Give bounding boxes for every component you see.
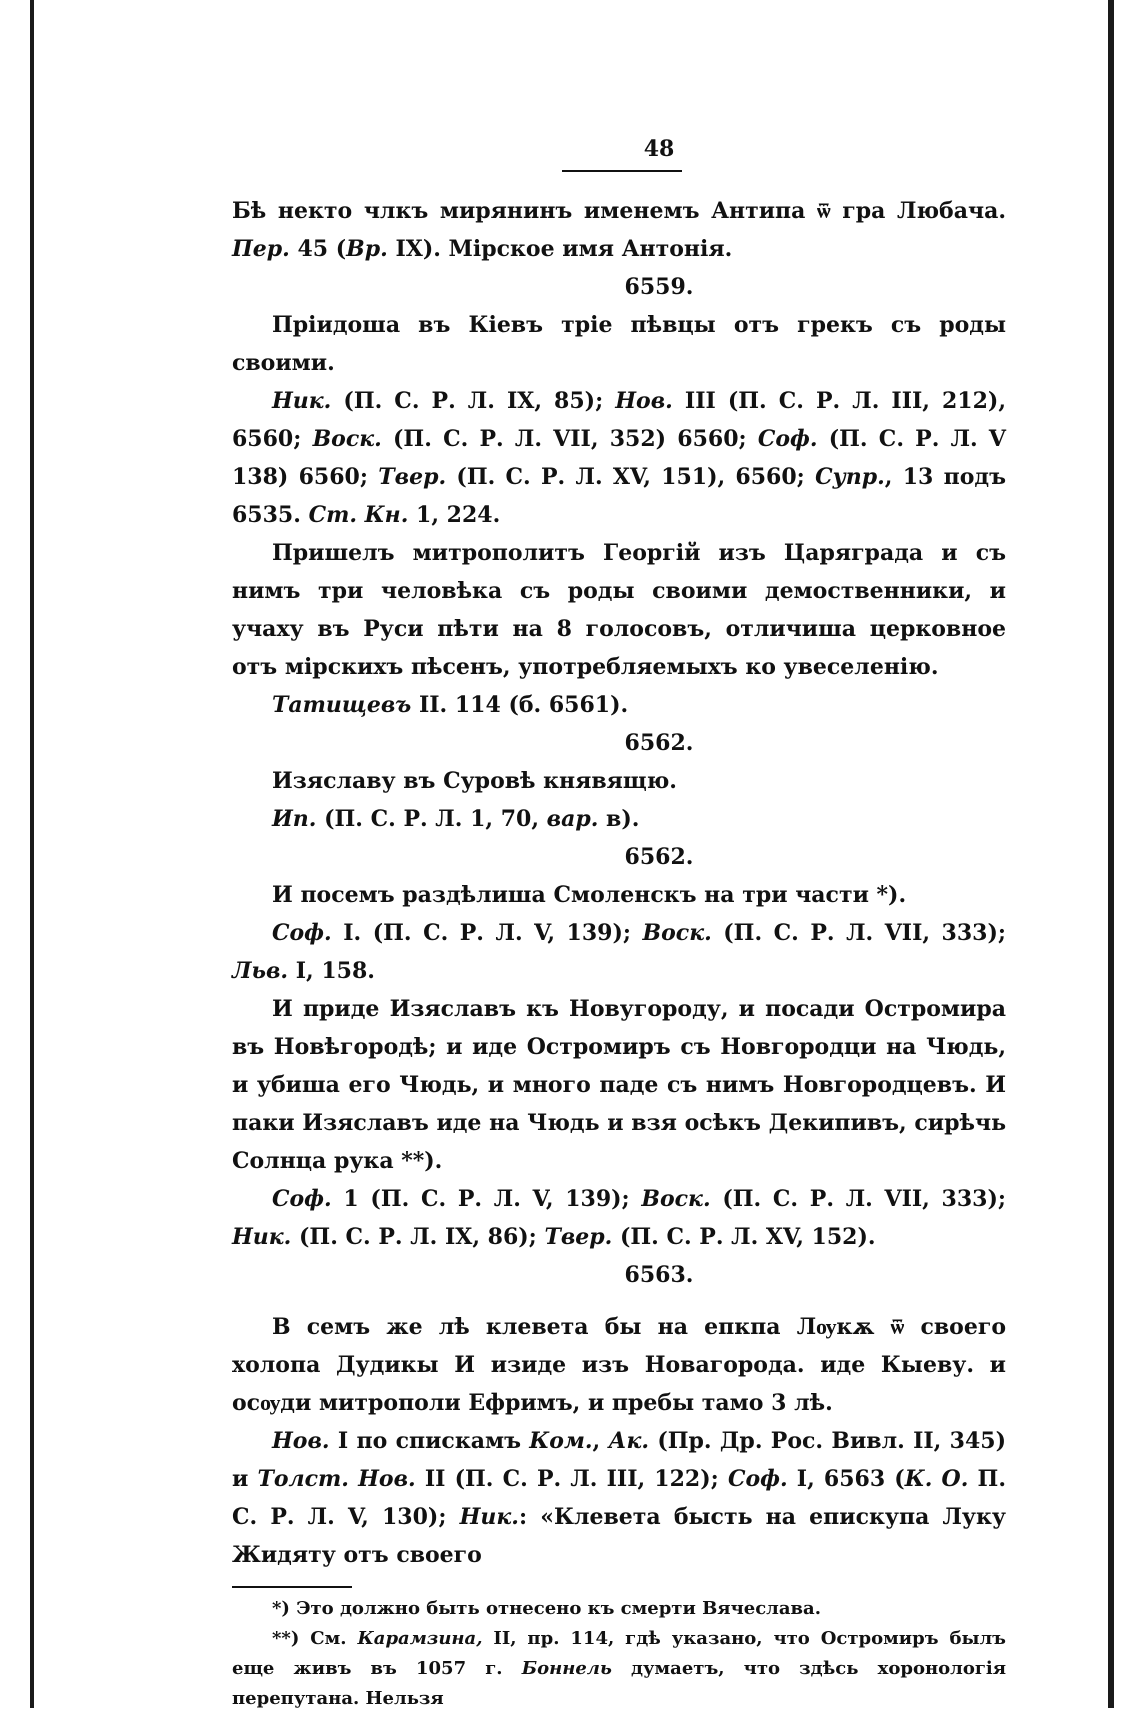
text-run: 6559. [624, 274, 694, 300]
text-run: 6562. [624, 844, 694, 870]
source-abbreviation: Толст. Нов. [257, 1466, 416, 1492]
source-abbreviation: Боннель [521, 1658, 612, 1679]
text-run: (П. С. Р. Л. VII, 333); [710, 1186, 1006, 1212]
text-run: *) Это должно быть отнесено къ смерти Вячеслава. [272, 1598, 821, 1619]
left-page-edge [30, 0, 34, 1708]
source-abbreviation: Ник. [459, 1504, 519, 1530]
year-heading [312, 1256, 1006, 1294]
source-abbreviation: Соф. [757, 426, 818, 452]
text-run: (Пр. Др. Рос. Вивл. II, 345) и [232, 1428, 1006, 1492]
source-abbreviation: Ком. [529, 1428, 593, 1454]
source-abbreviation: Пер. [232, 236, 290, 262]
text-run: (П. С. Р. Л. 1, 70, [316, 806, 547, 832]
year-heading [312, 268, 1006, 306]
source-abbreviation: Ип. [272, 806, 317, 832]
source-abbreviation: Нов. [272, 1428, 330, 1454]
source-abbreviation: Воск. [642, 920, 712, 946]
source-abbreviation: Соф. [727, 1466, 788, 1492]
text-run: II (П. С. Р. Л. III, 122); [415, 1466, 728, 1492]
paragraph [232, 762, 1006, 800]
paragraph [232, 192, 1006, 268]
text-run: 1, 224. [408, 502, 501, 528]
text-run: **) См. [272, 1628, 358, 1649]
text-run: думаетъ, что здѣсь хоронологія перепутана. Нельзя [232, 1658, 1007, 1709]
text-run: И посемъ раздѣлиша Смоленскъ на три части *). [272, 882, 907, 908]
source-abbreviation: Воск. [312, 426, 382, 452]
right-page-edge [1108, 0, 1114, 1708]
paragraph [232, 876, 1006, 914]
year-heading [312, 724, 1006, 762]
text-run: Бѣ некто члкъ мирянинъ именемъ Антипа ѿ гра Любача. [232, 198, 1006, 224]
paragraph [232, 1180, 1006, 1256]
source-abbreviation: Ст. Кн. [308, 502, 409, 528]
text-run: II, пр. 114, гдѣ указано, что Остромиръ былъ еще живъ въ 1057 г. [232, 1628, 1006, 1679]
text-run: Изяславу въ Суровѣ княвящю. [272, 768, 677, 794]
source-abbreviation: Соф. [272, 1186, 332, 1212]
text-run: , 13 подъ 6535. [232, 464, 1006, 528]
text-run: (П. С. Р. Л. IX, 86); [291, 1224, 545, 1250]
paragraph [232, 1422, 1006, 1574]
text-run: 6562. [624, 730, 694, 756]
footnote [232, 1624, 1006, 1714]
text-run: (П. С. Р. Л. V 138) 6560; [232, 426, 1006, 490]
text-run: в). [598, 806, 640, 832]
text-run: (П. С. Р. Л. XV, 152). [612, 1224, 876, 1250]
text-run: II. 114 (б. 6561). [411, 692, 629, 718]
source-abbreviation: вар. [546, 806, 599, 832]
paragraph [232, 800, 1006, 838]
source-abbreviation: К. О. [904, 1466, 969, 1492]
text-run: (П. С. Р. Л. VII, 352) 6560; [381, 426, 758, 452]
text-run: Пришелъ митрополитъ Георгій изъ Царяграда и съ нимъ три человѣка съ роды своими демоственники, и учаху въ Руси пѣти на 8 голосовъ, отличиша церковное отъ мірскихъ пѣсенъ, употребляемыхъ ко увеселенію. [232, 540, 1006, 680]
text-run: IX). Мірское имя Антонія. [387, 236, 733, 262]
text-run: (П. С. Р. Л. XV, 151), 6560; [446, 464, 816, 490]
source-abbreviation: Татищевъ [272, 692, 412, 718]
paragraph [232, 306, 1006, 382]
footnotes [232, 1594, 1006, 1714]
text-run: Пріидоша въ Кіевъ тріе пѣвцы отъ грекъ съ роды своими. [232, 312, 1006, 376]
source-abbreviation: Карамзина, [357, 1628, 483, 1649]
source-abbreviation: Ак. [608, 1428, 649, 1454]
source-abbreviation: Соф. [272, 920, 332, 946]
source-abbreviation: Льв. [232, 958, 289, 984]
document-page [232, 130, 1006, 1714]
text-run: : «Клевета бысть на епискупа Луку Жидяту отъ своего [232, 1504, 1006, 1568]
footnote-rule [232, 1586, 352, 1588]
paragraph [232, 382, 1006, 534]
year-heading [312, 838, 1006, 876]
header-rule [562, 170, 682, 172]
text-run: 45 ( [289, 236, 347, 262]
text-run: III (П. С. Р. Л. III, 212), 6560; [232, 388, 1006, 452]
text-run: I. (П. С. Р. Л. V, 139); [331, 920, 643, 946]
text-run: I, 6563 ( [787, 1466, 905, 1492]
source-abbreviation: Ник. [272, 388, 332, 414]
footnote [232, 1594, 1006, 1624]
source-abbreviation: Воск. [641, 1186, 711, 1212]
text-run: (П. С. Р. Л. IX, 85); [331, 388, 616, 414]
text-run: П. С. Р. Л. V, 130); [232, 1466, 1006, 1530]
body-text [232, 192, 1006, 1574]
text-run: , [592, 1428, 609, 1454]
paragraph [232, 686, 1006, 724]
source-abbreviation: Супр. [815, 464, 885, 490]
text-run: 1 (П. С. Р. Л. V, 139); [331, 1186, 642, 1212]
text-run: I, 158. [288, 958, 375, 984]
paragraph [232, 914, 1006, 990]
text-run: 6563. [624, 1262, 694, 1288]
text-run: В семъ же лѣ клевета бы на епкпа Лѹкѫ ѿ своего холопа Дудикы И изиде изъ Новагорода. иде Кыеву. и осѹди митрополи Ефримъ, и пребы тамо 3 лѣ. [232, 1314, 1006, 1416]
source-abbreviation: Твер. [378, 464, 447, 490]
source-abbreviation: Ник. [232, 1224, 292, 1250]
paragraph [232, 534, 1006, 686]
page-number: 48 [643, 136, 675, 162]
text-run: (П. С. Р. Л. VII, 333); [711, 920, 1007, 946]
source-abbreviation: Твер. [544, 1224, 613, 1250]
paragraph [232, 1308, 1006, 1422]
source-abbreviation: Нов. [615, 388, 673, 414]
text-run: И приде Изяславъ къ Новугороду, и посади Остромира въ Новѣгородѣ; и иде Остромиръ съ Новгородци на Чюдь, и убиша его Чюдь, и много паде съ нимъ Новгородцевъ. И паки Изяславъ иде на Чюдь и взя осѣкъ Декипивъ, сирѣчь Солнца рука **). [232, 996, 1006, 1174]
source-abbreviation: Вр. [346, 236, 388, 262]
text-run: I по спискамъ [329, 1428, 530, 1454]
paragraph [232, 990, 1006, 1180]
